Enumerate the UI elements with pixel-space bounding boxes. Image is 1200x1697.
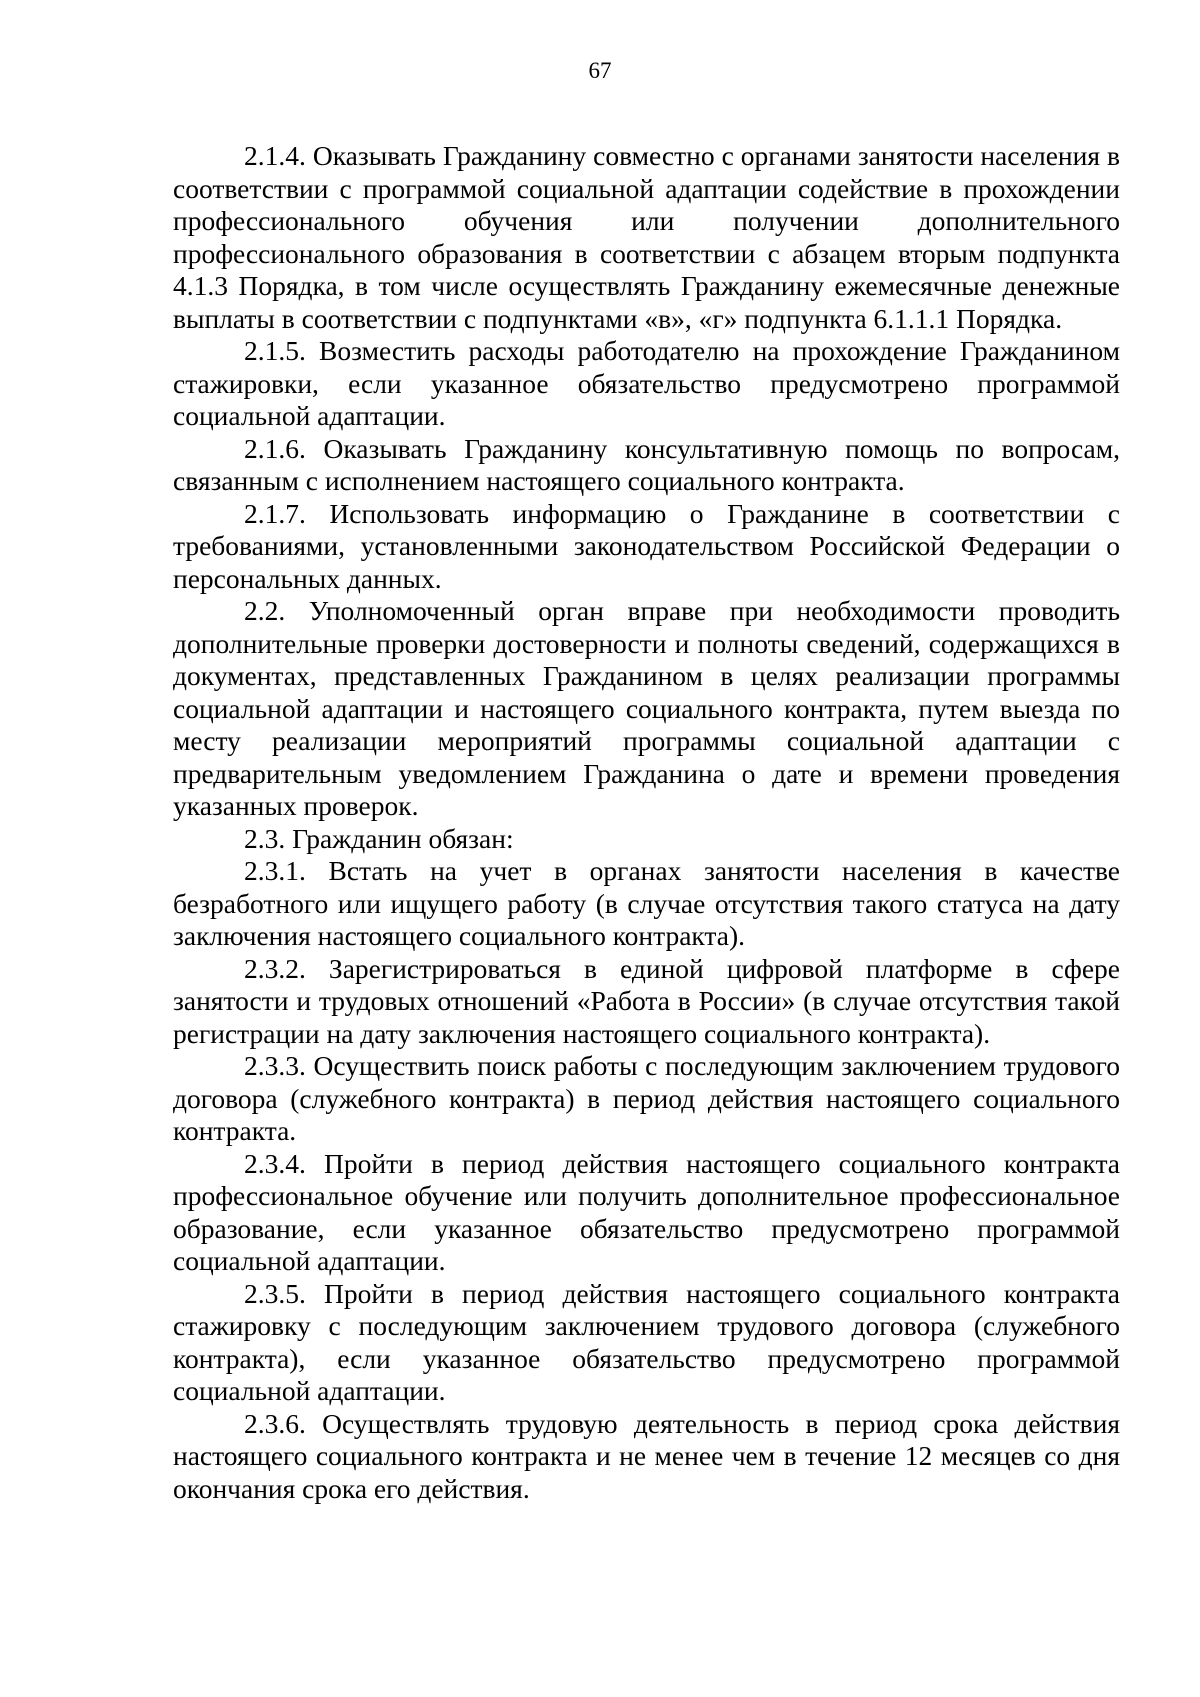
paragraph-2-3-4: 2.3.4. Пройти в период действия настоящего социального контракта профессиональное обучение или получить дополнительное профессиональное образование, если указанное обязательство предусмотрено программой социальной адаптации. (173, 1147, 1120, 1276)
paragraph-2-3-6: 2.3.6. Осуществлять трудовую деятельность в период срока действия настоящего социального контракта и не менее чем в течение 12 месяцев со дня окончания срока его действия. (173, 1407, 1120, 1504)
paragraph-2-1-7: 2.1.7. Использовать информацию о Гражданине в соответствии с требованиями, установленными законодательством Российской Федерации о персональных данных. (173, 497, 1120, 594)
paragraph-2-1-4: 2.1.4. Оказывать Гражданину совместно с органами занятости населения в соответствии с программой социальной адаптации содействие в прохождении профессионального обучения или получении дополнительного профессионального образования в соответствии с абзацем вторым подпункта 4.1.3 Порядка, в том числе осуществлять Гражданину ежемесячные денежные выплаты в соответствии с подпунктами «в», «г» подпункта 6.1.1.1 Порядка. (173, 140, 1120, 334)
paragraph-2-3-5: 2.3.5. Пройти в период действия настоящего социального контракта стажировку с последующим заключением трудового договора (служебного контракта), если указанное обязательство предусмотрено программой социальной адаптации. (173, 1277, 1120, 1406)
paragraph-2-3-1: 2.3.1. Встать на учет в органах занятости населения в качестве безработного или ищущего работу (в случае отсутствия такого статуса на дату заключения настоящего социального контракта). (173, 855, 1120, 951)
document-body (173, 140, 1120, 1505)
paragraph-2-3: 2.3. Гражданин обязан: (244, 822, 514, 854)
paragraph-2-3-3: 2.3.3. Осуществить поиск работы с последующим заключением трудового договора (служебного контракта) в период действия настоящего социального контракта. (173, 1050, 1120, 1146)
page-number: 67 (588, 58, 612, 83)
paragraph-2-1-6: 2.1.6. Оказывать Гражданину консультативную помощь по вопросам, связанным с исполнением настоящего социального контракта. (173, 432, 1120, 496)
paragraph-2-1-5: 2.1.5. Возместить расходы работодателю на прохождение Гражданином стажировки, если указанное обязательство предусмотрено программой социальной адаптации. (173, 335, 1120, 431)
paragraph-2-3-2: 2.3.2. Зарегистрироваться в единой цифровой платформе в сфере занятости и трудовых отношений «Работа в России» (в случае отсутствия такой регистрации на дату заключения настоящего социального контракта). (173, 952, 1120, 1049)
paragraph-2-2: 2.2. Уполномоченный орган вправе при необходимости проводить дополнительные проверки достоверности и полноты сведений, содержащихся в документах, представленных Гражданином в целях реализации программы социальной адаптации и настоящего социального контракта, путем выезда по месту реализации мероприятий программы социальной адаптации с предварительным уведомлением Гражданина о дате и времени проведения указанных проверок. (173, 595, 1120, 821)
